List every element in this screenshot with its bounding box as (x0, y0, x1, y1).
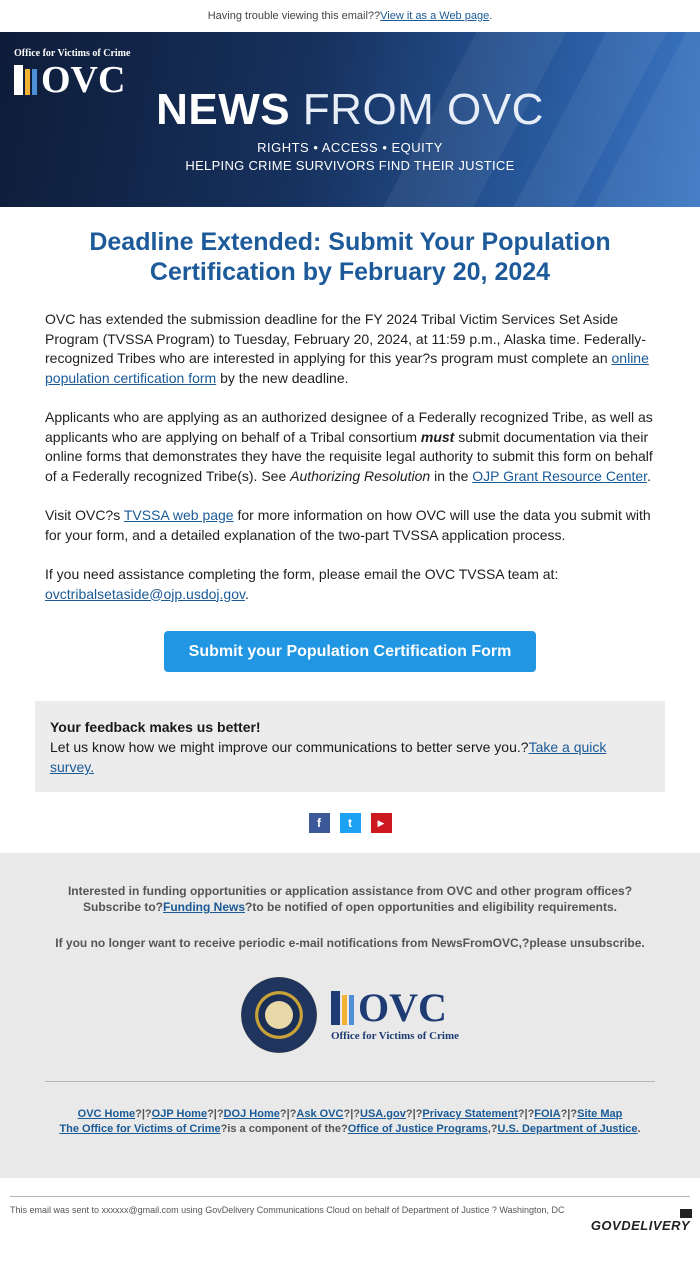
unsubscribe-note: If you no longer want to receive periodic e-mail notifications from NewsFromOVC,?please unsubscribe. (55, 936, 645, 950)
delivery-note: This email was sent to xxxxxx@gmail.com using GovDelivery Communications Cloud on behalf of Department of Justice ? Washington, DC (10, 1205, 565, 1215)
tvssa-page-link[interactable]: TVSSA web page (123, 507, 234, 523)
youtube-icon[interactable]: ▶ (371, 813, 392, 833)
submit-form-button[interactable]: Submit your Population Certification Form (164, 631, 536, 672)
ovc-component-link[interactable]: The Office for Victims of Crime (59, 1123, 221, 1135)
ask-ovc-link[interactable]: Ask OVC (296, 1108, 344, 1120)
govdelivery-logo[interactable]: GOVDELIVERY (591, 1218, 690, 1233)
logo-word: OVC (41, 59, 126, 101)
door-icon (331, 991, 354, 1025)
usa-gov-link[interactable]: USA.gov (360, 1108, 406, 1120)
feedback-text: Let us know how we might improve our communications to better serve you.? (50, 739, 529, 755)
foia-link[interactable]: FOIA (534, 1108, 561, 1120)
article-title: Deadline Extended: Submit Your Population Certification by February 20, 2024 (89, 228, 611, 286)
funding-news-link[interactable]: Funding News (163, 900, 245, 914)
survey-link[interactable]: Take a quick survey. (50, 739, 607, 775)
web-view-text: Having trouble viewing this email?? (207, 10, 381, 22)
article (0, 207, 700, 672)
twitter-icon[interactable]: t (340, 813, 361, 833)
footer-logos (45, 977, 655, 1053)
web-view-link[interactable]: View it as a Web page (380, 10, 490, 22)
doj-home-link[interactable]: DOJ Home (223, 1108, 280, 1120)
footer-divider (45, 1081, 655, 1082)
feedback-box (35, 701, 665, 792)
ojp-link[interactable]: Office of Justice Programs (347, 1123, 488, 1135)
delivery-footer (0, 1178, 700, 1248)
population-form-link[interactable]: online population certification form (45, 350, 649, 386)
banner-mission: HELPING CRIME SURVIVORS FIND THEIR JUSTICE (185, 158, 515, 173)
footer-logo-word: OVC (357, 985, 447, 1030)
doj-link[interactable]: U.S. Department of Justice (497, 1123, 638, 1135)
bottom-divider (10, 1196, 690, 1197)
paragraph-assistance: If you need assistance completing the form, please email the OVC TVSSA team at: ovctribalsetaside@ojp.usdoj.gov. (45, 566, 559, 602)
paragraph-deadline: OVC has extended the submission deadline for the FY 2024 Tribal Victim Services Set Aside Program (TVSSA Program) to Tuesday, February 20, 2024, at 11:59 p.m., Alaska time. Federally-recognized Tribes who are interested in applying for this year?s program must complete an online population certification form by the new deadline. (45, 311, 649, 386)
social-links (0, 813, 700, 833)
ojp-home-link[interactable]: OJP Home (151, 1108, 208, 1120)
facebook-icon[interactable]: f (309, 813, 330, 833)
web-view-end: . (489, 10, 493, 22)
logo-caption: Office for Victims of Crime (14, 48, 131, 59)
banner-title: NEWS FROM OVC (156, 85, 544, 134)
feedback-heading: Your feedback makes us better! (50, 719, 261, 735)
doj-seal-icon (241, 977, 317, 1053)
paragraph-tvssa: Visit OVC?s TVSSA web page for more information on how OVC will use the data you submit with for your form, and a detailed explanation of the two-part TVSSA application process. (45, 507, 651, 543)
privacy-link[interactable]: Privacy Statement (422, 1108, 518, 1120)
footer-links: OVC Home?|?OJP Home?|?DOJ Home?|?Ask OVC?|?USA.gov?|?Privacy Statement?|?FOIA?|?Site Map The Office for Victims of Crime?is a component of the?Office of Justice Programs,?U.S. Department of Justice. (59, 1108, 641, 1135)
paragraph-designee: Applicants who are applying as an authorized designee of a Federally recognized Tribe, as well as applicants who are applying on behalf of a Tribal consortium must submit documentation via their online forms that demonstrates they have the requisite legal authority to submit this form on behalf of a Federally recognized Tribe(s). See Authorizing Resolution in the OJP Grant Resource Center. (45, 409, 653, 484)
banner-tagline: RIGHTS • ACCESS • EQUITY (257, 140, 443, 155)
footer-logo-caption: Office for Victims of Crime (330, 1030, 460, 1042)
site-map-link[interactable]: Site Map (577, 1108, 623, 1120)
ovc-footer-logo[interactable] (330, 985, 460, 1042)
web-view-bar (0, 0, 700, 32)
envelope-icon (680, 1209, 692, 1218)
grant-resource-link[interactable]: OJP Grant Resource Center (472, 467, 648, 484)
funding-note: Interested in funding opportunities or application assistance from OVC and other program offices? Subscribe to?Funding News?to be notified of open opportunities and eligibility requirements. (67, 884, 633, 914)
ovc-home-link[interactable]: OVC Home (77, 1108, 136, 1120)
email-link[interactable]: ovctribalsetaside@ojp.usdoj.gov (45, 585, 245, 602)
footer (0, 853, 700, 1178)
news-banner (0, 32, 700, 207)
